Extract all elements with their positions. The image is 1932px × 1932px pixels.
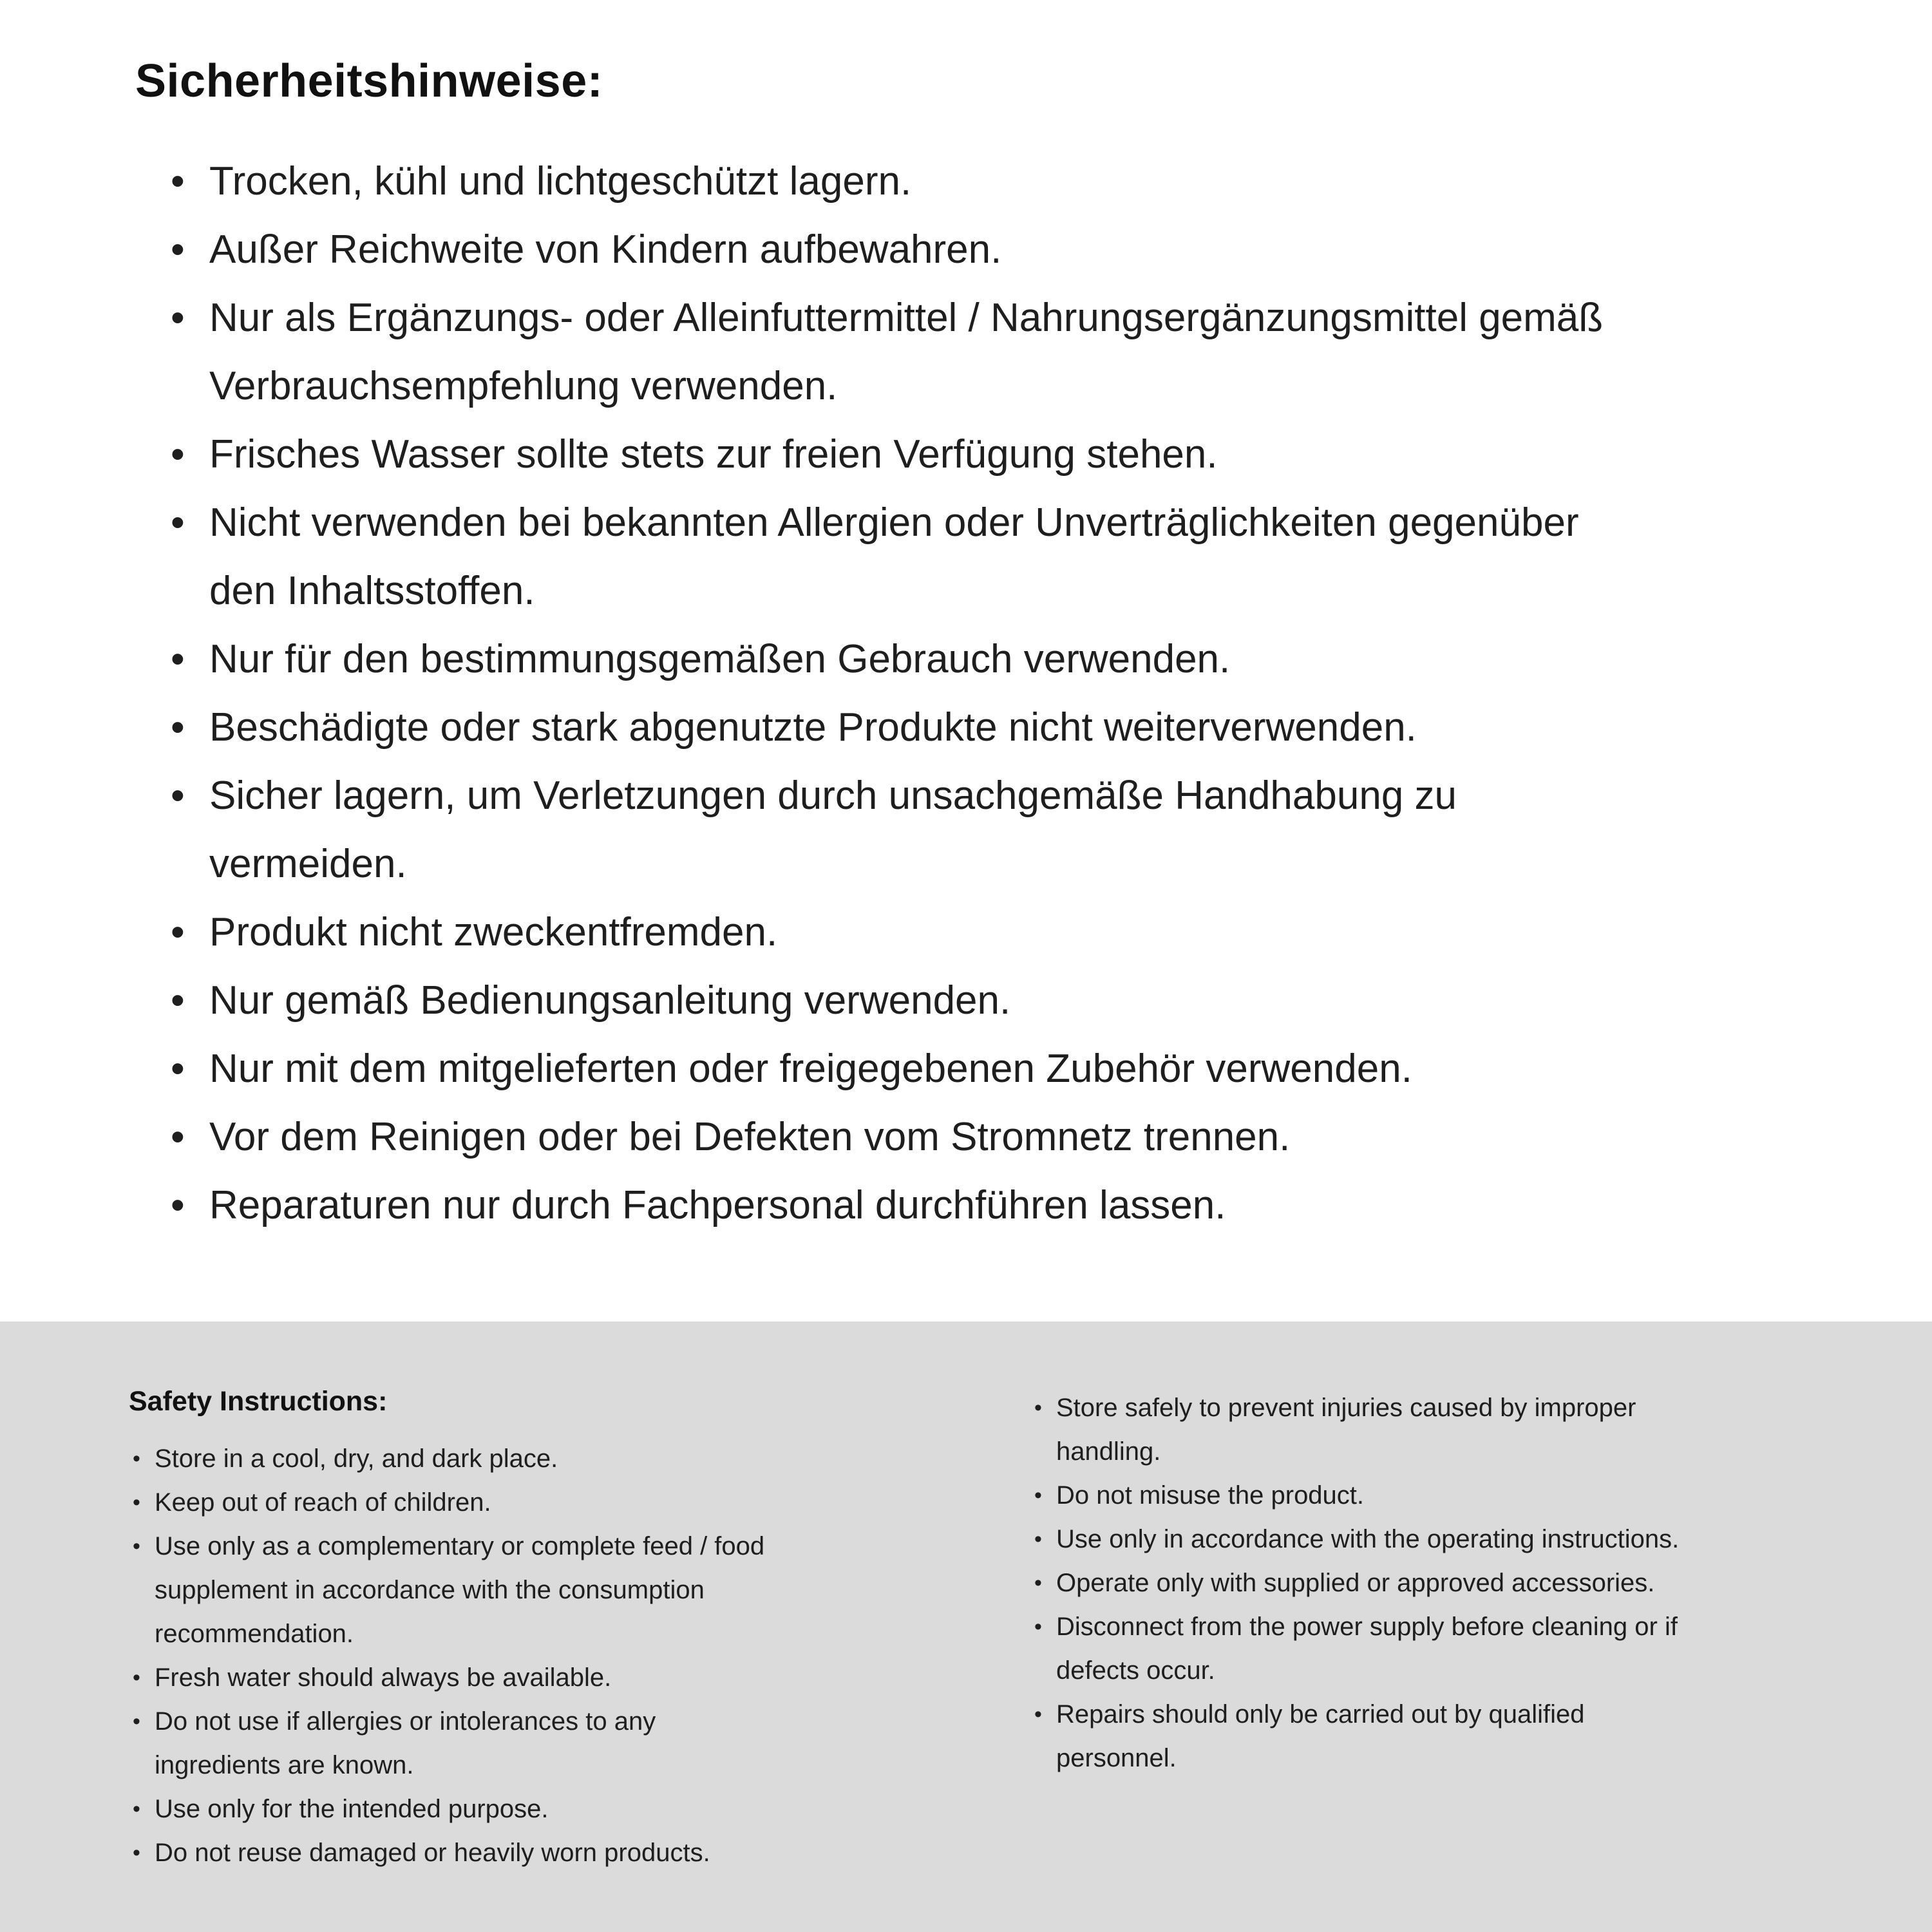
list-item: • Do not use if allergies or intolerances to any ingredients are known.: [129, 1700, 773, 1787]
list-item: • Use only in accordance with the operating instructions.: [1030, 1517, 1694, 1561]
list-item: • Fresh water should always be available.: [129, 1656, 773, 1700]
list-item: • Trocken, kühl und lichtgeschützt lagern.: [171, 147, 1652, 216]
list-item: • Store safely to prevent injuries caused by improper handling.: [1030, 1386, 1694, 1473]
german-safety-title: Sicherheitshinweise:: [135, 55, 603, 107]
list-item: • Beschädigte oder stark abgenutzte Produkte nicht weiterverwenden.: [171, 694, 1652, 762]
list-item: • Repairs should only be carried out by qualified personnel.: [1030, 1692, 1694, 1780]
english-safety-title: Safety Instructions:: [129, 1386, 388, 1417]
list-item: • Frisches Wasser sollte stets zur freien Verfügung stehen.: [171, 421, 1652, 489]
list-item: • Keep out of reach of children.: [129, 1481, 773, 1524]
list-item: • Vor dem Reinigen oder bei Defekten vom Stromnetz trennen.: [171, 1103, 1652, 1171]
list-item: • Disconnect from the power supply before cleaning or if defects occur.: [1030, 1605, 1694, 1692]
list-item: • Nur gemäß Bedienungsanleitung verwenden.: [171, 967, 1652, 1035]
column-gap: [773, 1386, 1030, 1932]
english-left-list: [129, 1437, 773, 1875]
list-item: • Use only for the intended purpose.: [129, 1787, 773, 1831]
list-item: • Nur als Ergänzungs- oder Alleinfuttermittel / Nahrungsergänzungsmittel gemäß Verbrauchsempfehlung verwenden.: [171, 284, 1652, 421]
german-safety-list: [135, 147, 1652, 1240]
list-item: • Produkt nicht zweckentfremden.: [171, 898, 1652, 967]
list-item: • Außer Reichweite von Kindern aufbewahren.: [171, 216, 1652, 284]
english-left-column: [129, 1386, 773, 1932]
english-right-column: [1030, 1386, 1694, 1932]
list-item: • Nicht verwenden bei bekannten Allergien oder Unverträglichkeiten gegenüber den Inhaltsstoffen.: [171, 489, 1652, 625]
list-item: • Nur mit dem mitgelieferten oder freigegebenen Zubehör verwenden.: [171, 1035, 1652, 1103]
list-item: • Operate only with supplied or approved accessories.: [1030, 1561, 1694, 1605]
list-item: • Do not misuse the product.: [1030, 1473, 1694, 1517]
list-item: • Store in a cool, dry, and dark place.: [129, 1437, 773, 1481]
list-item: • Do not reuse damaged or heavily worn products.: [129, 1831, 773, 1875]
english-safety-section: [0, 1321, 1932, 1932]
list-item: • Reparaturen nur durch Fachpersonal durchführen lassen.: [171, 1171, 1652, 1240]
english-right-list: [1030, 1386, 1694, 1780]
list-item: • Nur für den bestimmungsgemäßen Gebrauch verwenden.: [171, 625, 1652, 694]
list-item: • Sicher lagern, um Verletzungen durch unsachgemäße Handhabung zu vermeiden.: [171, 762, 1652, 898]
list-item: • Use only as a complementary or complete feed / food supplement in accordance with the consumption recommendation.: [129, 1524, 773, 1656]
